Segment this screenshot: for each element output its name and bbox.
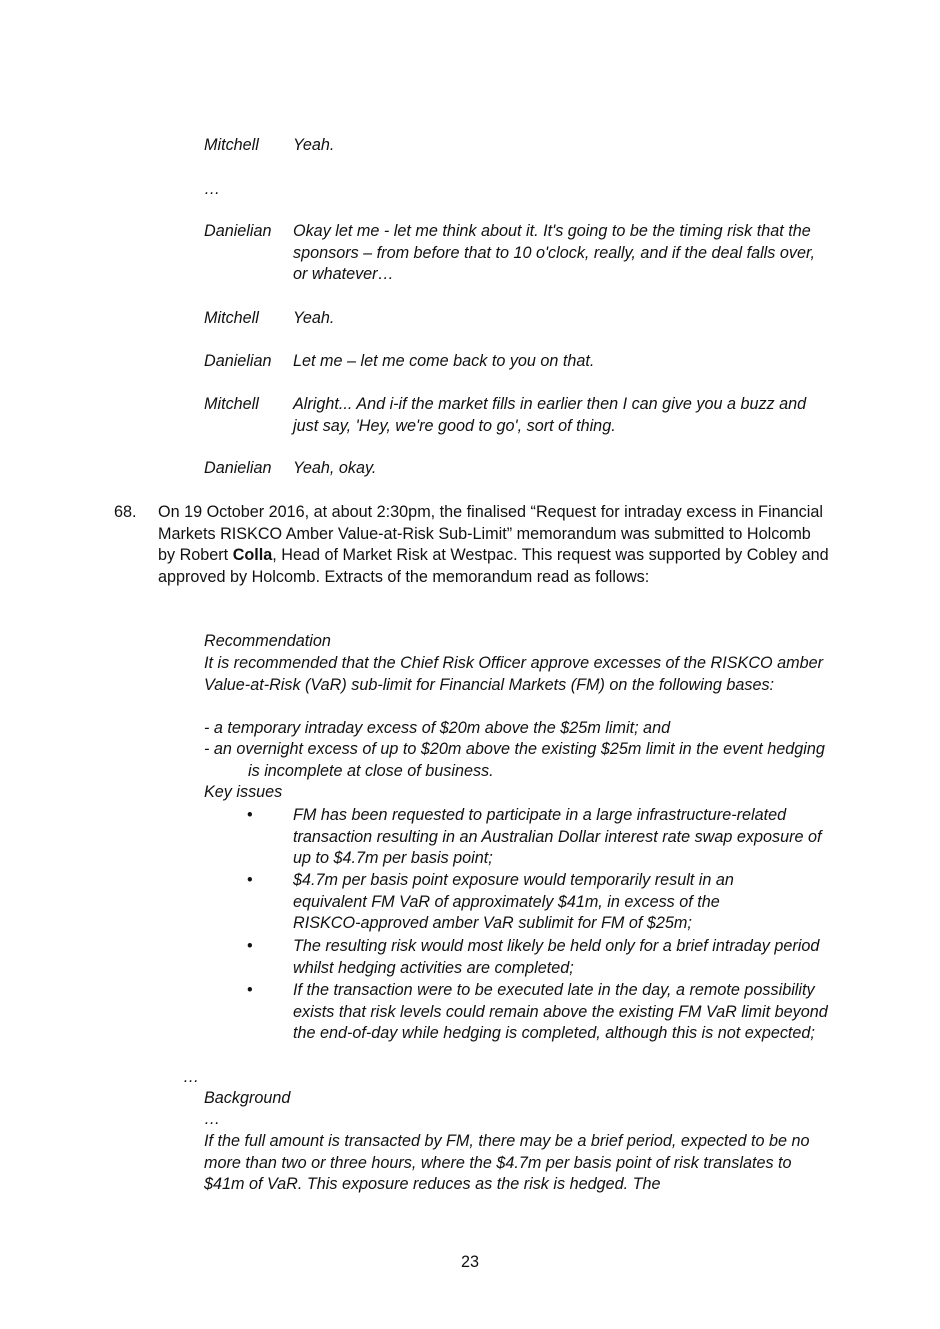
bullet-text: FM has been requested to participate in a large infrastructure-related transaction resulting in an Australian Dollar interest rate swap exposure of up to $4.7m per basis point; xyxy=(293,806,822,868)
ellipsis: … xyxy=(204,180,221,198)
speaker-name: Danielian xyxy=(204,459,272,477)
bold-name: Colla xyxy=(232,546,273,565)
speaker-name: Mitchell xyxy=(204,309,259,327)
bullet-text: If the transaction were to be executed late in the day, a remote possibility exists that risk levels could remain above the existing FM VaR limit beyond the end-of-day while hedging is completed, although this is not expected; xyxy=(293,981,828,1043)
paragraph-text-end: , Head of Market Risk at Westpac. This request was supported by Cobley and approved by Holcomb. Extracts of the memorandum read as follows: xyxy=(158,546,829,586)
speaker-name: Danielian xyxy=(204,222,272,240)
paragraph-text xyxy=(158,502,830,588)
bullet-icon: • xyxy=(247,806,253,824)
background-heading: Background xyxy=(204,1089,291,1107)
bullet-text: The resulting risk would most likely be held only for a brief intraday period whilst hedging activities are completed; xyxy=(293,937,820,977)
bullet-text: $4.7m per basis point exposure would temporarily result in an equivalent FM VaR of approximately $41m, in excess of the RISKCO-approved amber VaR sublimit for FM of $25m; xyxy=(293,871,734,933)
key-issues-heading: Key issues xyxy=(204,783,283,801)
speaker-line: Yeah. xyxy=(293,309,335,327)
page-number: 23 xyxy=(460,1253,479,1271)
dash-item: - a temporary intraday excess of $20m above the $25m limit; and xyxy=(204,719,671,737)
dash-item: - an overnight excess of up to $20m above the existing $25m limit in the event hedging is incomplete at close of business. xyxy=(204,740,825,780)
speaker-name: Danielian xyxy=(204,352,272,370)
speaker-line: Alright... And i-if the market fills in earlier then I can give you a buzz and just say, 'Hey, we're good to go', sort of thing. xyxy=(293,395,807,435)
background-text: If the full amount is transacted by FM, there may be a brief period, expected to be no more than two or three hours, where the $4.7m per basis point of risk translates to $41m of VaR. This exposure reduces as the risk is hedged. The xyxy=(204,1132,810,1194)
bullet-icon: • xyxy=(247,871,253,889)
bullet-icon: • xyxy=(247,981,253,999)
ellipsis: … xyxy=(204,1110,221,1128)
speaker-line: Okay let me - let me think about it. It's going to be the timing risk that the sponsors – from before that to 10 o'clock, really, and if the deal falls over, or whatever… xyxy=(293,222,815,284)
paragraph-text-start: On 19 October 2016, at about 2:30pm, the finalised “Request for intraday excess in Financial Markets RISKCO Amber Value-at-Risk Sub-Limit” memorandum was submitted to Holcomb by Robert xyxy=(158,503,823,565)
recommendation-text: It is recommended that the Chief Risk Officer approve excesses of the RISKCO amber Value-at-Risk (VaR) sub-limit for Financial Markets (FM) on the following bases: xyxy=(204,654,823,694)
speaker-line: Yeah, okay. xyxy=(293,459,377,477)
speaker-name: Mitchell xyxy=(204,136,259,154)
speaker-line: Let me – let me come back to you on that. xyxy=(293,352,595,370)
paragraph-number: 68. xyxy=(114,503,137,521)
bullet-icon: • xyxy=(247,937,253,955)
recommendation-heading: Recommendation xyxy=(204,632,331,650)
speaker-line: Yeah. xyxy=(293,136,335,154)
ellipsis: … xyxy=(183,1068,200,1086)
speaker-name: Mitchell xyxy=(204,395,259,413)
